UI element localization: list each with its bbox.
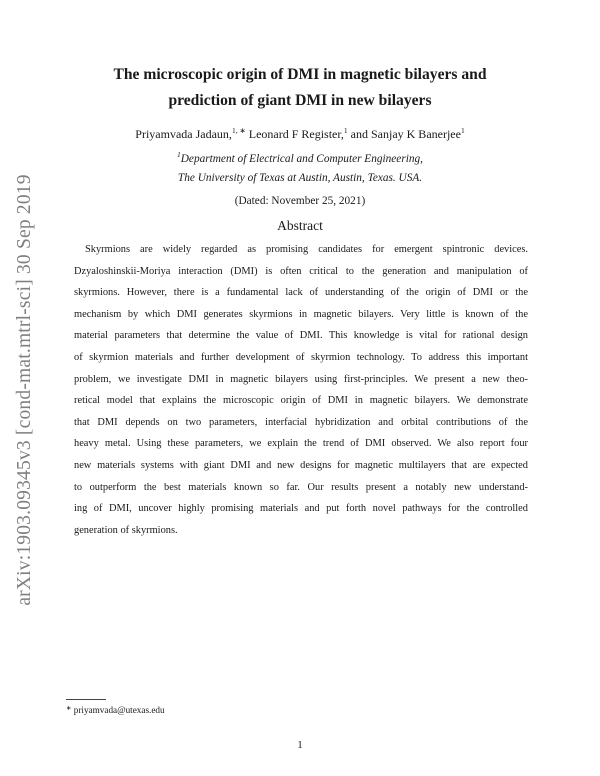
abstract-line: material parameters that determine the value of DMI. This knowledge is vital for rational design xyxy=(74,330,528,342)
arxiv-identifier: arXiv:1903.09345v3 [cond-mat.mtrl-sci] 30 Sep 2019 xyxy=(14,174,35,606)
abstract-line: generation of skyrmions. xyxy=(74,524,178,536)
arxiv-stamp xyxy=(2,170,48,610)
title-line-2: prediction of giant DMI in new bilayers xyxy=(168,92,432,109)
abstract-line: Skyrmions are widely regarded as promising candidates for emergent spintronic devices. xyxy=(85,244,528,255)
abstract-line: heavy metal. Using these parameters, we explain the trend of DMI observed. We also report four xyxy=(74,438,528,450)
page-number: 1 xyxy=(297,739,303,751)
abstract-line: retical model that explains the microscopic origin of DMI in magnetic bilayers. We demonstrate xyxy=(74,395,528,407)
abstract-line: ing of DMI, uncover highly promising materials and put forth novel pathways for the controlled xyxy=(74,503,528,515)
author-affiliation-mark: 1, ∗ xyxy=(231,126,246,135)
author-affiliation-mark: 1 xyxy=(460,126,465,135)
affiliation-line-1 xyxy=(60,150,540,169)
paper-title xyxy=(80,62,520,114)
affiliation-mark: 1 xyxy=(177,150,181,159)
author-affiliation-mark: 1 xyxy=(343,126,348,135)
abstract-line: Dzyaloshinskii-Moriya interaction (DMI) is often critical to the generation and manipulation of xyxy=(74,265,528,277)
abstract-line: new materials systems with giant DMI and new designs for magnetic multilayers that are expected xyxy=(74,459,528,471)
abstract-line: to outperform the best materials known so far. Our results present a notably new understand- xyxy=(74,481,528,493)
author-name: Leonard F Register, xyxy=(248,127,344,141)
abstract-line: skyrmions. However, there is a fundamental lack of understanding of the origin of DMI or the xyxy=(74,287,528,299)
author-name: Priyamvada Jadaun, xyxy=(135,127,232,141)
affiliation-line-2: The University of Texas at Austin, Austin, Texas. USA. xyxy=(177,172,423,184)
abstract-line: problem, we investigate DMI in magnetic bilayers using first-principles. We present a new theo- xyxy=(74,373,528,385)
footnote-mark: ∗ xyxy=(66,705,72,712)
author-list xyxy=(60,126,540,142)
abstract-line: that DMI depends on two parameters, interfacial hybridization and orbital contributions of the xyxy=(74,416,528,428)
affiliation xyxy=(60,150,540,188)
author-name: and Sanjay K Banerjee xyxy=(350,127,461,141)
abstract-body xyxy=(74,239,528,541)
date-line: (Dated: November 25, 2021) xyxy=(234,195,366,207)
title-line-1: The microscopic origin of DMI in magnetic bilayers and xyxy=(113,66,487,83)
abstract-line: of skyrmion materials and further development of skyrmion technology. To address this important xyxy=(74,351,528,363)
author-email: priyamvada@utexas.edu xyxy=(73,705,165,715)
abstract-line: mechanism by which DMI generates skyrmions in magnetic bilayers. Very little is known of the xyxy=(74,308,528,320)
footnote-rule xyxy=(66,699,106,700)
footnote xyxy=(66,704,165,716)
abstract-heading: Abstract xyxy=(277,218,323,233)
affiliation-department: Department of Electrical and Computer Engineering, xyxy=(180,153,423,165)
